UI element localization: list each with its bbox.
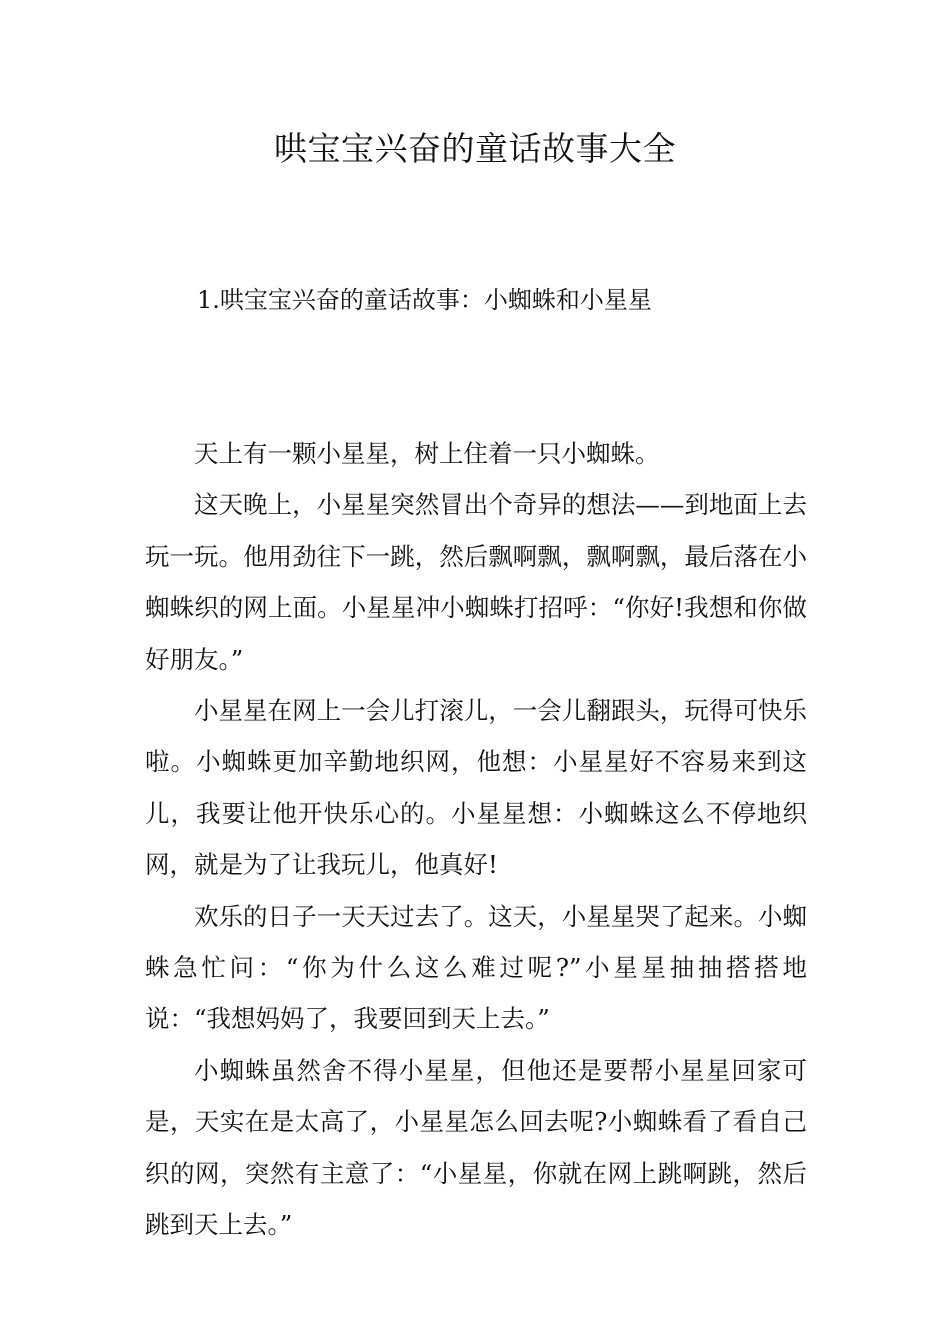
- section-heading: 1.哄宝宝兴奋的童话故事：小蜘蛛和小星星: [197, 286, 652, 314]
- paragraph: 天上有一颗小星星，树上住着一只小蜘蛛。: [194, 439, 660, 468]
- paragraph: 这天晚上，小星星突然冒出个奇异的想法——到地面上去玩一玩。他用劲往下一跳，然后飘啊飘，飘啊飘，最后落在小蜘蛛织的网上面。小星星冲小蜘蛛打招呼：“你好!我想和你做好朋友。”: [145, 490, 807, 674]
- paragraph: 小星星在网上一会儿打滚儿，一会儿翻跟头，玩得可快乐啦。小蜘蛛更加辛勤地织网，他想：小星星好不容易来到这儿，我要让他开快乐心的。小星星想：小蜘蛛这么不停地织网，就是为了让我玩儿，他真好!: [145, 696, 807, 880]
- story-body: [145, 428, 807, 1251]
- paragraph: 小蜘蛛虽然舍不得小星星，但他还是要帮小星星回家可是，天实在是太高了，小星星怎么回去呢?小蜘蛛看了看自己织的网，突然有主意了：“小星星，你就在网上跳啊跳，然后跳到天上去。”: [145, 1055, 807, 1240]
- document-title: 哄宝宝兴奋的童话故事大全: [274, 129, 676, 168]
- paragraph: 欢乐的日子一天天过去了。这天，小星星哭了起来。小蜘蛛急忙问：“你为什么这么难过呢?”小星星抽抽搭搭地说：“我想妈妈了，我要回到天上去。”: [145, 901, 807, 1034]
